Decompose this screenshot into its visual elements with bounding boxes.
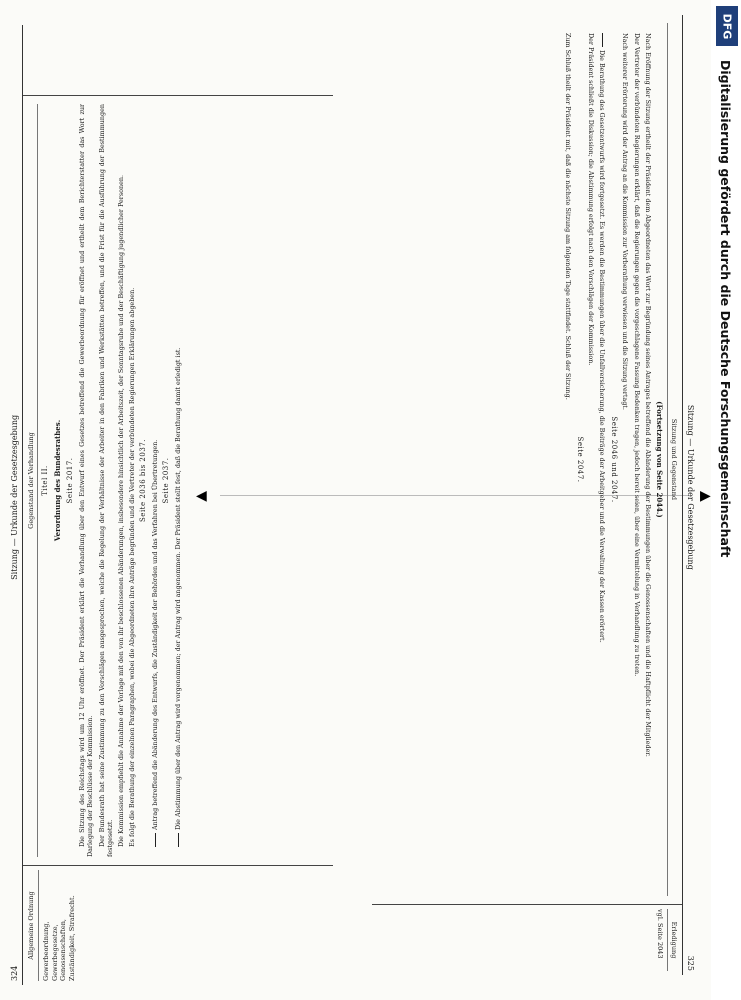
left-subheading-3: Seite 2037.: [162, 457, 171, 504]
left-paragraph: Es folgt die Berathung der einzelnen Paragraphen, wobei die Abgeordneten ihre Anträge begründen und die Vertreter der verbündeten Regierungen Erklärungen abgeben.: [128, 287, 137, 847]
fold-arrow-right: ▶: [700, 488, 711, 504]
right-subheading-2: Seite 2047.: [575, 436, 584, 483]
right-subheading: Seite 2046 und 2047.: [610, 416, 619, 503]
right-main-column: [372, 15, 682, 905]
right-page: [360, 0, 715, 1000]
fold-arrow-left: ◀: [196, 488, 207, 504]
left-page-running-title: Sitzung — Urkunde der Gesetzesgebung: [10, 414, 19, 580]
right-page-header: [682, 15, 695, 975]
left-margin-column-head: Allgemeine Ordnung: [27, 870, 39, 981]
left-main-column: [23, 95, 333, 865]
left-page-columns: [23, 25, 333, 985]
left-page-number: 324: [10, 965, 19, 981]
left-subheading: Seite 2017.: [66, 457, 75, 504]
left-heading: Titel II.: [41, 465, 50, 496]
right-outcome-note: vgl. Seite 2043: [656, 909, 664, 959]
right-outcome-column: [372, 905, 682, 975]
right-paragraph: Der Präsident schließt die Diskussion; die Abstimmung erfolgt nach den Vorschlägen der Kommission.: [587, 33, 596, 366]
left-paragraph: Antrag betreffend die Abänderung des Entwurfs, die Zuständigkeit der Behörden und das Verfahren bei Übertretungen.: [151, 104, 159, 857]
left-subheading-2: Seite 2036 bis 2037.: [139, 439, 148, 522]
left-blank-column: [23, 25, 333, 95]
left-main-column-head: Gegenstand der Verhandlung: [27, 104, 38, 857]
left-paragraph: Die Kommission empfiehlt die Annahme der Vorlage mit den von ihr beschlossenen Abänderungen, insbesondere hinsichtlich der Arbeitszeit, der Sonntagsruhe und der Beschäftigung jugendlicher Personen.: [116, 174, 125, 847]
right-main-column-head: Sitzung und Gegenstand: [667, 23, 678, 896]
right-page-number: 325: [686, 955, 695, 971]
right-paragraph: Die Berathung des Gesetzentwurfs wird fortgesetzt. Es werden die Bestimmungen über die Unfallversicherung, die Beiträge der Arbeitgeber und die Verwaltung der Kassen erörtert.: [598, 23, 606, 896]
right-page-running-title: Sitzung — Urkunde der Gesetzesgebung: [686, 404, 695, 570]
right-section-title: (Fortsetzung von Seite 2044.): [654, 401, 664, 518]
right-paragraph: Nach Eröffnung der Sitzung ertheilt der Präsident dem Abgeordneten das Wort zur Begründung seines Antrages betreffend die Abänderung der Bestimmungen über die Genossenschaften und die Haftpflicht der Mitglieder.: [643, 33, 652, 757]
dfg-watermark-strip: [711, 0, 741, 1000]
left-margin-column: [23, 865, 333, 985]
left-margin-notes: Gewerbeordnung, Gewerbegesetze, Genossenschaften, Zuständigkeit, Strafrecht.: [41, 895, 77, 981]
left-page: [0, 0, 355, 1000]
right-paragraph: Nach weiterer Erörterung wird der Antrag an die Kommission zur Vorberathung verwiesen und die Sitzung vertagt.: [621, 33, 630, 410]
dfg-watermark-text: Digitalisierung gefördert durch die Deutsche Forschungsgemeinschaft: [718, 60, 733, 558]
left-paragraph: Die Abstimmung über den Antrag wird vorgenommen; der Antrag wird angenommen. Der Präsident stellt fest, daß die Berathung damit erledigt ist.: [174, 104, 182, 857]
left-paragraph: Der Bundesrath hat seine Zustimmung zu den Vorschlägen ausgesprochen, welche die Regelung der Verhältnisse der Arbeiter in den Fabriken und Werkstätten betreffen, und die Frist für die Ausführung der Bestimmungen festgesetzt.: [97, 104, 114, 857]
dfg-logo-icon: DFG: [716, 6, 738, 46]
right-outcome-column-head: Erledigung: [667, 909, 678, 971]
right-paragraph: Der Vertreter der verbündeten Regierungen erklärt, daß die Regierungen gegen die vorgeschlagene Fassung Bedenken tragen, jedoch bereit seien, über eine Vermittelung in Verhandlung zu treten.: [632, 33, 641, 677]
right-page-columns: [372, 15, 682, 975]
left-page-header: [10, 25, 23, 985]
left-section-title: Verordnung des Bundesrathes.: [53, 419, 63, 542]
left-paragraph: Die Sitzung des Reichstags wird um 12 Uhr eröffnet. Der Präsident erklärt die Verhandlung über den Entwurf eines Gesetzes betreffend die Gewerbeordnung für eröffnet und ertheilt dem Berichterstatter das Wort zur Darlegung der Beschlüsse der Kommission.: [78, 104, 95, 857]
right-paragraph: Zum Schluß theilt der Präsident mit, daß die nächste Sitzung am folgenden Tage stattfindet. Schluß der Sitzung.: [563, 33, 572, 400]
